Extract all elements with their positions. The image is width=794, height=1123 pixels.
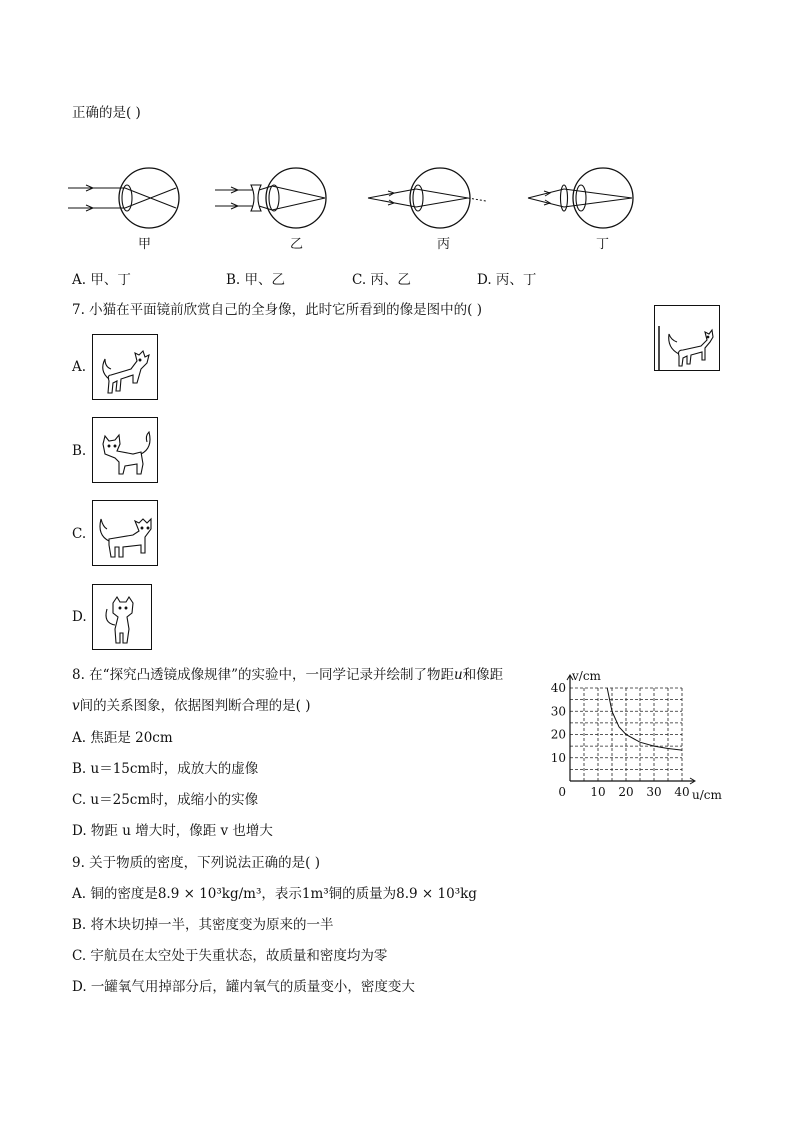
cat-mirror-reference-figure: [654, 305, 720, 371]
q9-option-c[interactable]: C. 宇航员在太空处于失重状态，故质量和密度均为零: [72, 948, 388, 964]
y-tick-label: 40: [550, 681, 566, 695]
eye-diagram-ding: [528, 165, 648, 235]
q7-option-b-letter[interactable]: B.: [72, 443, 87, 459]
x-tick-label: 30: [646, 785, 662, 799]
y-tick-label: 30: [550, 704, 566, 719]
q7-stem: 7. 小猫在平面镜前欣赏自己的全身像，此时它所看到的像是图中的( ): [72, 302, 482, 318]
q8-option-d[interactable]: D. 物距 u 增大时，像距 v 也增大: [72, 823, 273, 839]
q7-option-a-letter[interactable]: A.: [72, 359, 87, 375]
q6-stem-tail: 正确的是( ): [72, 105, 141, 121]
q8-option-a[interactable]: A. 焦距是 20cm: [72, 730, 173, 746]
q9-option-b[interactable]: B. 将木块切掉一半，其密度变为原来的一半: [72, 917, 334, 933]
q8-option-b[interactable]: B. u＝15cm时，成放大的虚像: [72, 761, 259, 777]
eye-diagram-jia: [68, 165, 188, 235]
x-tick-label: 20: [618, 785, 634, 799]
y-axis-label: v/cm: [572, 669, 601, 683]
eye-label-ding: 丁: [596, 237, 610, 252]
eye-label-bing: 丙: [437, 237, 451, 252]
y-tick-label: 10: [550, 750, 566, 765]
v-u-graph: [548, 664, 728, 804]
x-tick-label: 10: [590, 785, 606, 799]
v-u-curve: [607, 688, 682, 750]
eye-label-jia: 甲: [138, 237, 152, 252]
q8-stem-line1: 8. 在“探究凸透镜成像规律”的实验中，一同学记录并绘制了物距u和像距: [72, 667, 504, 683]
v-symbol: v: [72, 698, 80, 714]
x-tick-label: 40: [674, 785, 690, 799]
q6-option-a[interactable]: A. 甲、丁: [72, 272, 131, 288]
eye-label-yi: 乙: [290, 237, 304, 252]
q6-option-c[interactable]: C. 丙、乙: [352, 272, 411, 288]
q7-option-c-cat-image[interactable]: [92, 500, 158, 566]
q9-option-a[interactable]: A. 铜的密度是8.9 × 10³kg/m³，表示1m³铜的质量为8.9 × 10³kg: [72, 886, 477, 902]
q8-option-c[interactable]: C. u＝25cm时，成缩小的实像: [72, 792, 259, 808]
origin-label: 0: [558, 785, 566, 799]
q7-option-a-cat-image[interactable]: [92, 334, 158, 400]
q7-option-d-letter[interactable]: D.: [72, 609, 87, 625]
q8-stem-line2: v间的关系图象，依据图判断合理的是( ): [72, 698, 311, 714]
q9-stem: 9. 关于物质的密度，下列说法正确的是( ): [72, 855, 320, 871]
q9-option-d[interactable]: D. 一罐氧气用掉部分后，罐内氧气的质量变小，密度变大: [72, 979, 415, 995]
q7-option-d-cat-image[interactable]: [92, 584, 152, 650]
q6-option-b[interactable]: B. 甲、乙: [226, 272, 286, 288]
q6-option-d[interactable]: D. 丙、丁: [477, 272, 537, 288]
u-symbol: u: [453, 667, 463, 683]
eye-diagram-yi: [215, 165, 335, 235]
q7-option-b-cat-image[interactable]: [92, 417, 158, 483]
q7-option-c-letter[interactable]: C.: [72, 526, 87, 542]
y-tick-label: 20: [550, 727, 566, 742]
eye-diagram-bing: [368, 165, 493, 235]
x-axis-label: u/cm: [692, 788, 722, 802]
